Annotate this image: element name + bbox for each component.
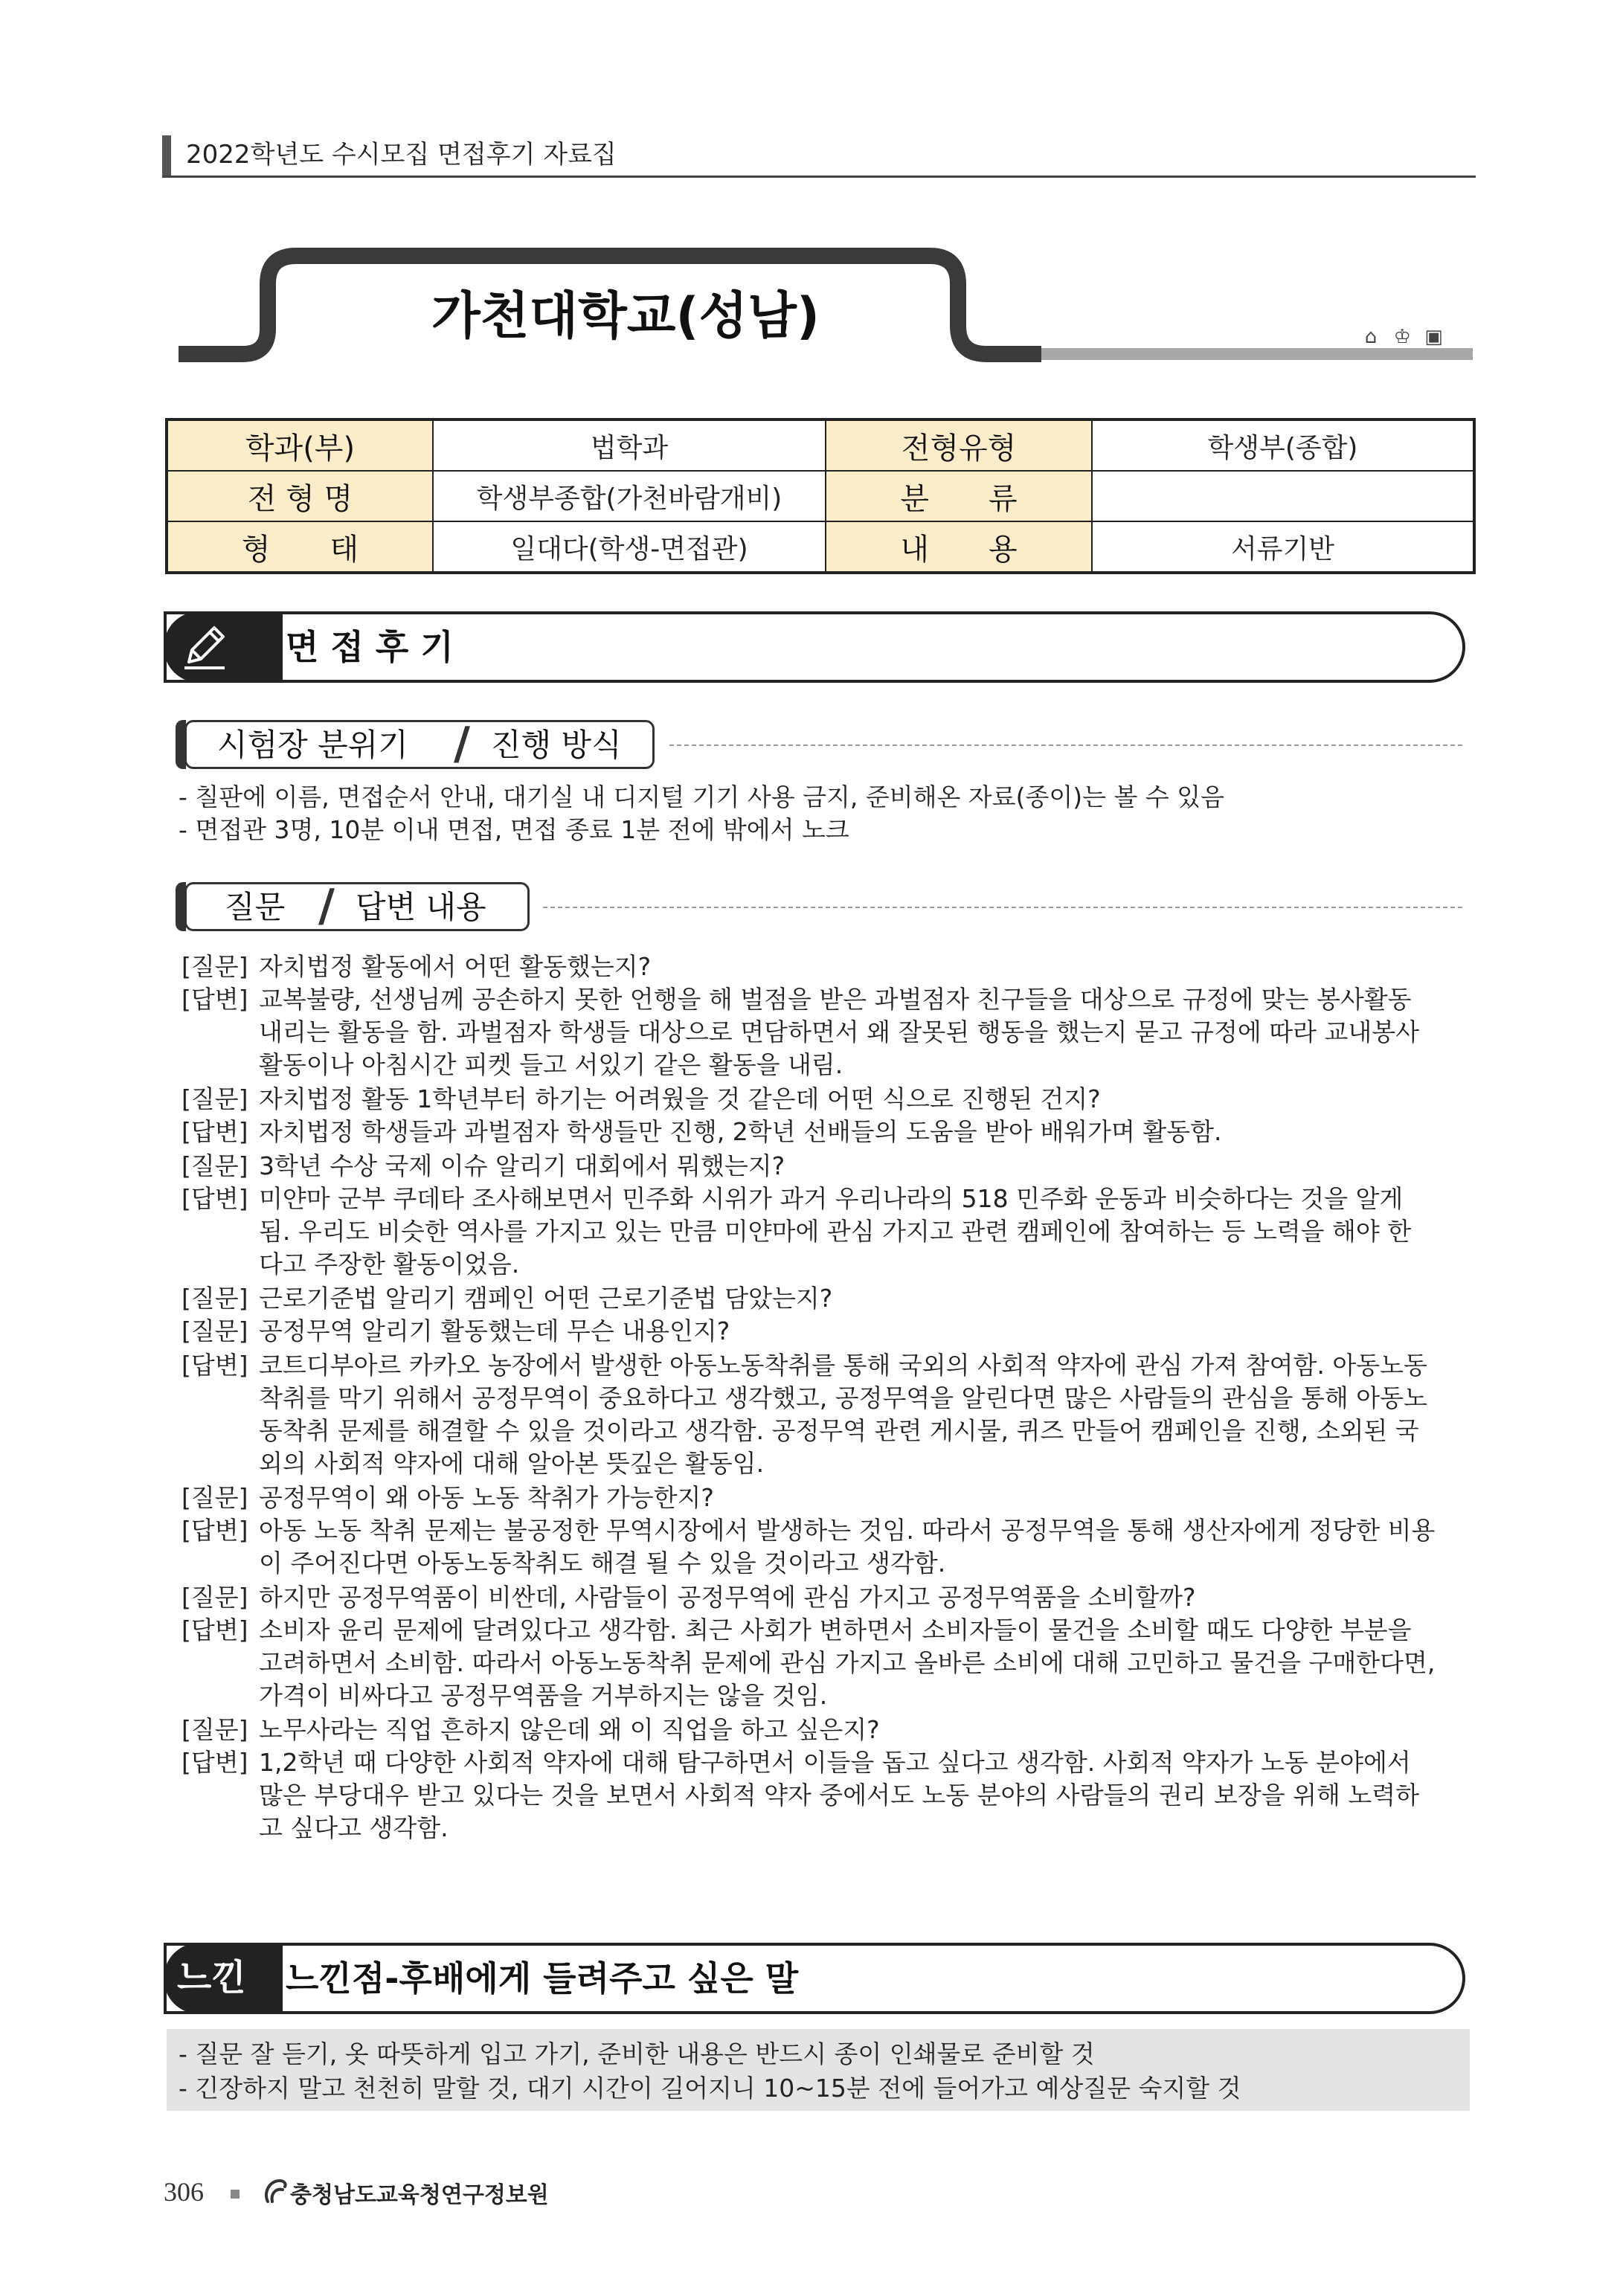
qa-line: 착취를 막기 위해서 공정무역이 중요하다고 생각했고, 공정무역을 알린다면 많은 사람들의 관심을 통해 아동노: [259, 1383, 1427, 1412]
table-row: [167, 471, 1474, 521]
dashed-divider: [543, 907, 1462, 908]
title-icon-group: [1358, 326, 1447, 348]
qa-line: [답변] 코트디부아르 카카오 농장에서 발생한 아동노동착취를 통해 국외의 사회적 약자에 관심 가져 참여함. 아동노동: [181, 1351, 1427, 1380]
qa-line: [답변] 교복불량, 선생님께 공손하지 못한 언행을 해 벌점을 받은 과벌점자 친구들을 대상으로 규정에 맞는 봉사활동: [181, 985, 1412, 1014]
qa-line: 가격이 비싸다고 공정무역품을 거부하지는 않을 것임.: [259, 1681, 828, 1710]
value-category: [1092, 471, 1474, 521]
header-rule: [162, 176, 1476, 178]
list-item: - 면접관 3명, 10분 이내 면접, 면접 종료 1분 전에 밖에서 노크: [179, 815, 849, 844]
qa-line: [답변] 미얀마 군부 쿠데타 조사해보면서 민주화 시위가 과거 우리나라의 518 민주화 운동과 비슷하다는 것을 알게: [181, 1184, 1404, 1213]
footer-square: [231, 2190, 240, 2199]
subtab-divider: /: [318, 880, 335, 932]
qa-line: 활동이나 아침시간 피켓 들고 서있기 같은 활동을 내림.: [259, 1050, 843, 1079]
value-department: 법학과: [433, 419, 826, 471]
qa-line: [답변] 자치법정 학생들과 과벌점자 학생들만 진행, 2학년 선배들의 도움을 받아 배워가며 활동함.: [181, 1117, 1222, 1146]
qa-line: 외의 사회적 약자에 대해 알아본 뜻깊은 활동임.: [259, 1449, 765, 1478]
section-title-review: 면 접 후 기: [286, 627, 454, 667]
qa-line: [질문] 노무사라는 직업 흔하지 않은데 왜 이 직업을 하고 싶은지?: [181, 1715, 880, 1744]
subtab-label-answer: 답변 내용: [356, 889, 486, 925]
footer-organization: 충청남도교육청연구정보원: [290, 2182, 549, 2208]
label-admission-name: 전 형 명: [167, 471, 433, 521]
label-admission-type: 전형유형: [826, 419, 1092, 471]
running-header: 2022학년도 수시모집 면접후기 자료집: [186, 140, 617, 170]
graduation-cap-icon: ♔: [1393, 326, 1411, 348]
qa-line: [답변] 1,2학년 때 다양한 사회적 약자에 대해 탐구하면서 이들을 돕고 싶다고 생각함. 사회적 약자가 노동 분야에서: [181, 1748, 1411, 1777]
subtab-label-atmosphere: 시험장 분위기: [217, 727, 408, 763]
pencil-icon: [179, 620, 231, 672]
label-category: 분 류: [826, 471, 1092, 521]
qa-line: [질문] 자치법정 활동 1학년부터 하기는 어려웠을 것 같은데 어떤 식으로 진행된 건지?: [181, 1084, 1101, 1113]
qa-line: 많은 부당대우 받고 있다는 것을 보면서 사회적 약자 중에서도 노동 분야의 사람들의 권리 보장을 위해 노력하: [259, 1781, 1419, 1810]
qa-line: 동착취 문제를 해결할 수 있을 것이라고 생각함. 공정무역 관련 게시물, 퀴즈 만들어 캠페인을 진행, 소외된 국: [259, 1416, 1419, 1445]
table-row: [167, 419, 1474, 471]
page-title: 가천대학교(성남): [431, 287, 820, 346]
value-admission-name: 학생부종합(가천바람개비): [433, 471, 826, 521]
qa-line: [답변] 아동 노동 착취 문제는 불공정한 무역시장에서 발생하는 것임. 따라서 공정무역을 통해 생산자에게 정당한 비용: [181, 1516, 1436, 1545]
value-admission-type: 학생부(종합): [1092, 419, 1474, 471]
subtab-divider: /: [454, 718, 470, 770]
qa-line: 됨. 우리도 비슷한 역사를 가지고 있는 만큼 미얀마에 관심 가지고 관련 캠페인에 참여하는 등 노력을 해야 한: [259, 1217, 1412, 1246]
value-content: 서류기반: [1092, 521, 1474, 573]
list-item: - 긴장하지 말고 천천히 말할 것, 대기 시간이 길어지니 10~15분 전에 들어가고 예상질문 숙지할 것: [179, 2074, 1241, 2103]
section-title-feedback: 느낀점-후배에게 들려주고 싶은 말: [286, 1958, 799, 1998]
label-format: 형 태: [167, 521, 433, 573]
qa-line: [질문] 3학년 수상 국제 이슈 알리기 대회에서 뭐했는지?: [181, 1151, 785, 1180]
qa-line: 다고 주장한 활동이었음.: [259, 1250, 520, 1279]
table-row: [167, 521, 1474, 573]
qa-line: [질문] 공정무역 알리기 활동했는데 무슨 내용인지?: [181, 1316, 730, 1345]
label-content: 내 용: [826, 521, 1092, 573]
qa-line: 고려하면서 소비함. 따라서 아동노동착취 문제에 관심 가지고 올바른 소비에 대해 고민하고 물건을 구매한다면,: [259, 1648, 1436, 1677]
school-building-icon: ⌂: [1364, 326, 1378, 348]
subtab-label-process: 진행 방식: [491, 727, 622, 763]
value-format: 일대다(학생-면접관): [433, 521, 826, 573]
org-logo-icon: [262, 2176, 289, 2206]
qa-line: [질문] 근로기준법 알리기 캠페인 어떤 근로기준법 담았는지?: [181, 1284, 833, 1313]
qa-line: 내리는 활동을 함. 과벌점자 학생들 대상으로 면담하면서 왜 잘못된 행동을 했는지 묻고 규정에 따라 교내봉사: [259, 1017, 1419, 1046]
qa-line: 고 싶다고 생각함.: [259, 1813, 449, 1842]
title-frame: [171, 242, 1480, 369]
header-accent-bar: [162, 135, 171, 177]
feedback-badge-icon: 느낀: [177, 1957, 246, 1998]
page-number: 306: [164, 2177, 204, 2207]
subtab-label-question: 질문: [225, 889, 286, 925]
document-icon: ▣: [1424, 326, 1443, 348]
list-item: - 질문 잘 듣기, 옷 따뜻하게 입고 가기, 준비한 내용은 반드시 종이 인쇄물로 준비할 것: [179, 2039, 1095, 2068]
qa-line: [질문] 하지만 공정무역품이 비싼데, 사람들이 공정무역에 관심 가지고 공정무역품을 소비할까?: [181, 1583, 1196, 1612]
qa-line: 이 주어진다면 아동노동착취도 해결 될 수 있을 것이라고 생각함.: [259, 1549, 946, 1578]
label-department: 학과(부): [167, 419, 433, 471]
dashed-divider: [669, 745, 1462, 746]
qa-line: [질문] 공정무역이 왜 아동 노동 착취가 가능한지?: [181, 1483, 714, 1512]
qa-line: [답변] 소비자 윤리 문제에 달려있다고 생각함. 최근 사회가 변하면서 소비자들이 물건을 소비할 때도 다양한 부분을: [181, 1615, 1412, 1644]
qa-line: [질문] 자치법정 활동에서 어떤 활동했는지?: [181, 952, 652, 981]
admission-info-table: [165, 418, 1476, 574]
list-item: - 칠판에 이름, 면접순서 안내, 대기실 내 디지털 기기 사용 금지, 준비해온 자료(종이)는 볼 수 있음: [179, 782, 1224, 811]
